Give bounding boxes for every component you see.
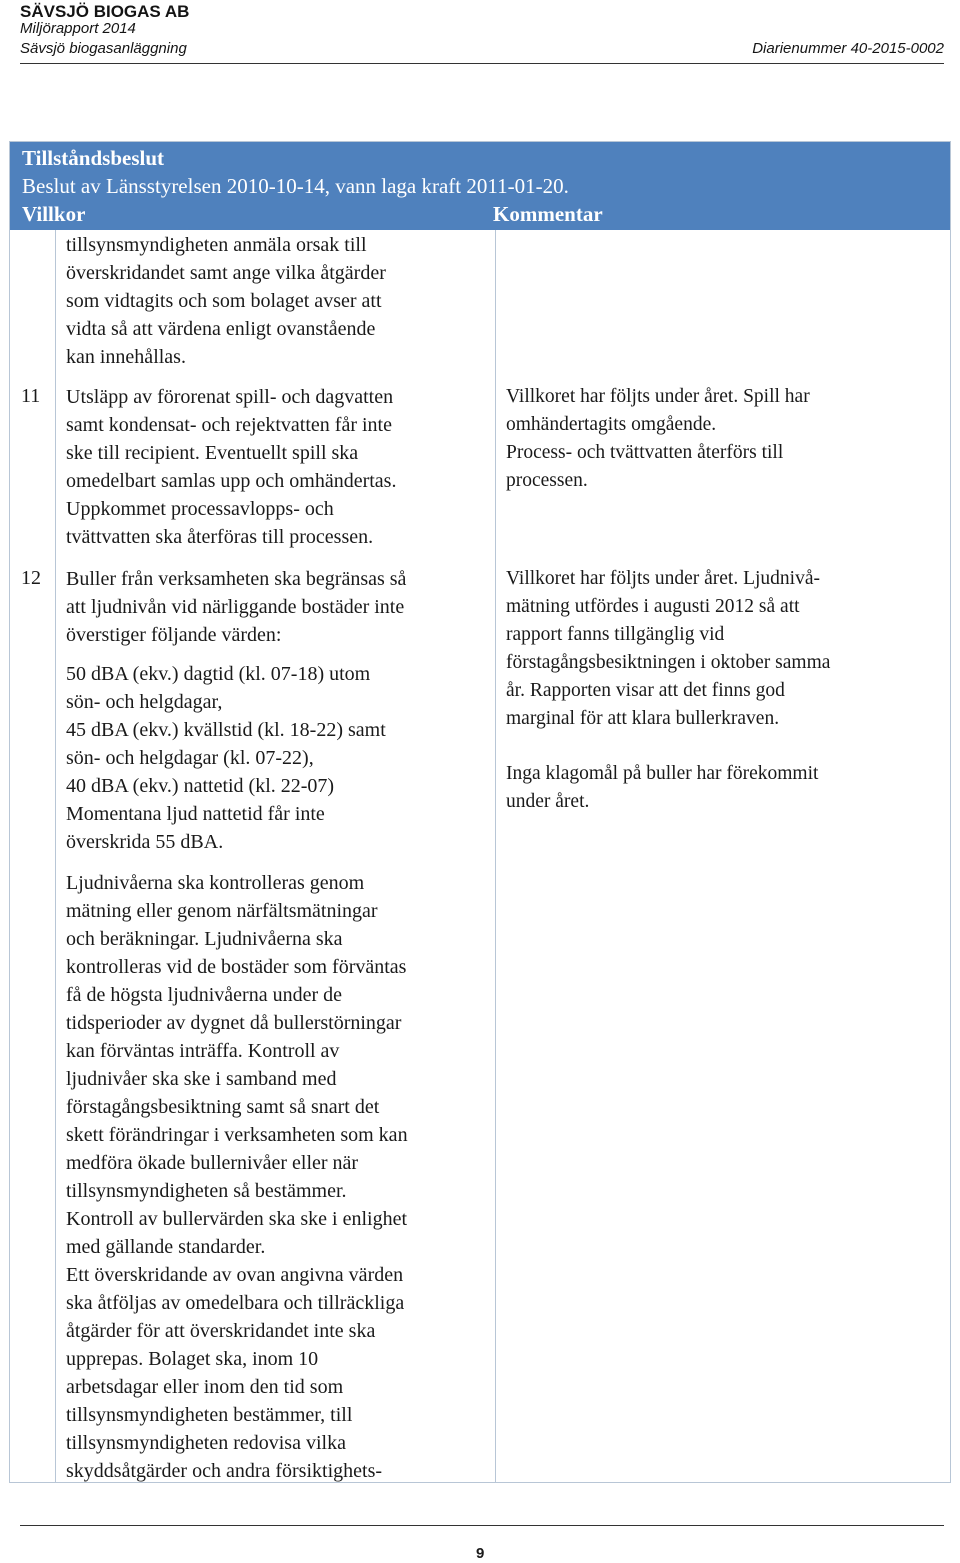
text-line: Process- och tvättvatten återförs till bbox=[506, 442, 784, 463]
continued-condition-text bbox=[66, 231, 496, 371]
text-line: som vidtagits och som bolaget avser att bbox=[66, 290, 382, 312]
text-line: tillsynsmyndigheten så bestämmer. bbox=[66, 1180, 347, 1202]
text-line: år. Rapporten visar att det finns god bbox=[506, 680, 785, 701]
text-line: under året. bbox=[506, 791, 590, 812]
text-line: kontrolleras vid de bostäder som förväntas bbox=[66, 956, 407, 978]
condition-12-comment bbox=[506, 565, 946, 733]
text-line: överstiger följande värden: bbox=[66, 624, 282, 646]
text-line: upprepas. Bolaget ska, inom 10 bbox=[66, 1348, 319, 1370]
column-header-villkor: Villkor bbox=[22, 202, 86, 226]
condition-number-11: 11 bbox=[21, 385, 41, 407]
text-line: tillsynsmyndigheten bestämmer, till bbox=[66, 1404, 353, 1426]
text-line: med gällande standarder. bbox=[66, 1236, 266, 1258]
text-line: Villkoret har följts under året. Ljudnivå- bbox=[506, 568, 820, 589]
text-line: processen. bbox=[506, 470, 588, 491]
table-title: Tillståndsbeslut bbox=[22, 146, 165, 170]
report-title: Miljörapport 2014 bbox=[20, 20, 136, 37]
text-line: skyddsåtgärder och andra försiktighets- bbox=[66, 1460, 383, 1482]
text-line: medföra ökade bullernivåer eller när bbox=[66, 1152, 359, 1174]
text-line: överskrida 55 dBA. bbox=[66, 831, 224, 853]
condition-number-12: 12 bbox=[21, 567, 41, 589]
text-line: överskridandet samt ange vilka åtgärder bbox=[66, 262, 386, 284]
text-line: Ett överskridande av ovan angivna värden bbox=[66, 1264, 404, 1286]
text-line: arbetsdagar eller inom den tid som bbox=[66, 1376, 344, 1398]
text-line: förstagångsbesiktning samt så snart det bbox=[66, 1096, 380, 1118]
text-line: Uppkommet processavlopps- och bbox=[66, 498, 334, 520]
permit-table bbox=[9, 141, 951, 1483]
column-divider-number bbox=[55, 230, 56, 1482]
text-line: omedelbart samlas upp och omhändertas. bbox=[66, 470, 397, 492]
text-line: Buller från verksamheten ska begränsas så bbox=[66, 568, 407, 590]
page-number: 9 bbox=[476, 1545, 485, 1562]
text-line: rapport fanns tillgänglig vid bbox=[506, 624, 725, 645]
text-line: tvättvatten ska återföras till processen. bbox=[66, 526, 374, 548]
text-line: förstagångsbesiktningen i oktober samma bbox=[506, 652, 831, 673]
text-line: tillsynsmyndigheten redovisa vilka bbox=[66, 1432, 346, 1454]
table-subtitle: Beslut av Länsstyrelsen 2010-10-14, vann laga kraft 2011-01-20. bbox=[22, 174, 569, 198]
text-line: tillsynsmyndigheten anmäla orsak till bbox=[66, 234, 367, 256]
text-line: samt kondensat- och rejektvatten får inte bbox=[66, 414, 392, 436]
header-divider bbox=[20, 63, 944, 64]
text-line: Ljudnivåerna ska kontrolleras genom bbox=[66, 872, 365, 894]
text-line: Inga klagomål på buller har förekommit bbox=[506, 763, 819, 784]
text-line: kan förväntas inträffa. Kontroll av bbox=[66, 1040, 340, 1062]
condition-11-comment bbox=[506, 383, 946, 495]
text-line: Kontroll av bullervärden ska ske i enlighet bbox=[66, 1208, 408, 1230]
text-line: åtgärder för att överskridandet inte ska bbox=[66, 1320, 376, 1342]
text-line: mätning utfördes i augusti 2012 så att bbox=[506, 596, 800, 617]
text-line: Utsläpp av förorenat spill- och dagvatten bbox=[66, 386, 394, 408]
text-line: 40 dBA (ekv.) nattetid (kl. 22-07) bbox=[66, 775, 335, 797]
table-header-band bbox=[10, 142, 950, 230]
text-line: ske till recipient. Eventuellt spill ska bbox=[66, 442, 359, 464]
text-line: och beräkningar. Ljudnivåerna ska bbox=[66, 928, 343, 950]
text-line: mätning eller genom närfältsmätningar bbox=[66, 900, 378, 922]
text-line: kan innehållas. bbox=[66, 346, 186, 368]
condition-11-text bbox=[66, 383, 496, 551]
facility-name: Sävsjö biogasanläggning bbox=[20, 40, 187, 57]
text-line: tidsperioder av dygnet då bullerstörningar bbox=[66, 1012, 402, 1034]
company-name: SÄVSJÖ BIOGAS AB bbox=[20, 2, 190, 21]
condition-12-limits bbox=[66, 660, 496, 856]
text-line: Momentana ljud nattetid får inte bbox=[66, 803, 325, 825]
text-line: Villkoret har följts under året. Spill har bbox=[506, 386, 810, 407]
text-line: sön- och helgdagar, bbox=[66, 691, 223, 713]
text-line: 50 dBA (ekv.) dagtid (kl. 07-18) utom bbox=[66, 663, 371, 685]
condition-12-control bbox=[66, 869, 496, 1485]
text-line: vidta så att värdena enligt ovanstående bbox=[66, 318, 376, 340]
text-line: skett förändringar i verksamheten som kan bbox=[66, 1124, 408, 1146]
column-header-kommentar: Kommentar bbox=[493, 202, 603, 226]
text-line: få de högsta ljudnivåerna under de bbox=[66, 984, 343, 1006]
footer-divider bbox=[20, 1525, 944, 1526]
text-line: ska åtföljas av omedelbara och tillräckliga bbox=[66, 1292, 405, 1314]
text-line: sön- och helgdagar (kl. 07-22), bbox=[66, 747, 314, 769]
text-line: att ljudnivån vid närliggande bostäder inte bbox=[66, 596, 405, 618]
condition-12-intro bbox=[66, 565, 496, 649]
text-line: ljudnivåer ska ske i samband med bbox=[66, 1068, 337, 1090]
text-line: 45 dBA (ekv.) kvällstid (kl. 18-22) samt bbox=[66, 719, 386, 741]
condition-12-comment-complaints bbox=[506, 760, 946, 816]
text-line: omhändertagits omgående. bbox=[506, 414, 717, 435]
text-line: marginal för att klara bullerkraven. bbox=[506, 708, 780, 729]
diary-number: Diarienummer 40-2015-0002 bbox=[752, 40, 944, 57]
